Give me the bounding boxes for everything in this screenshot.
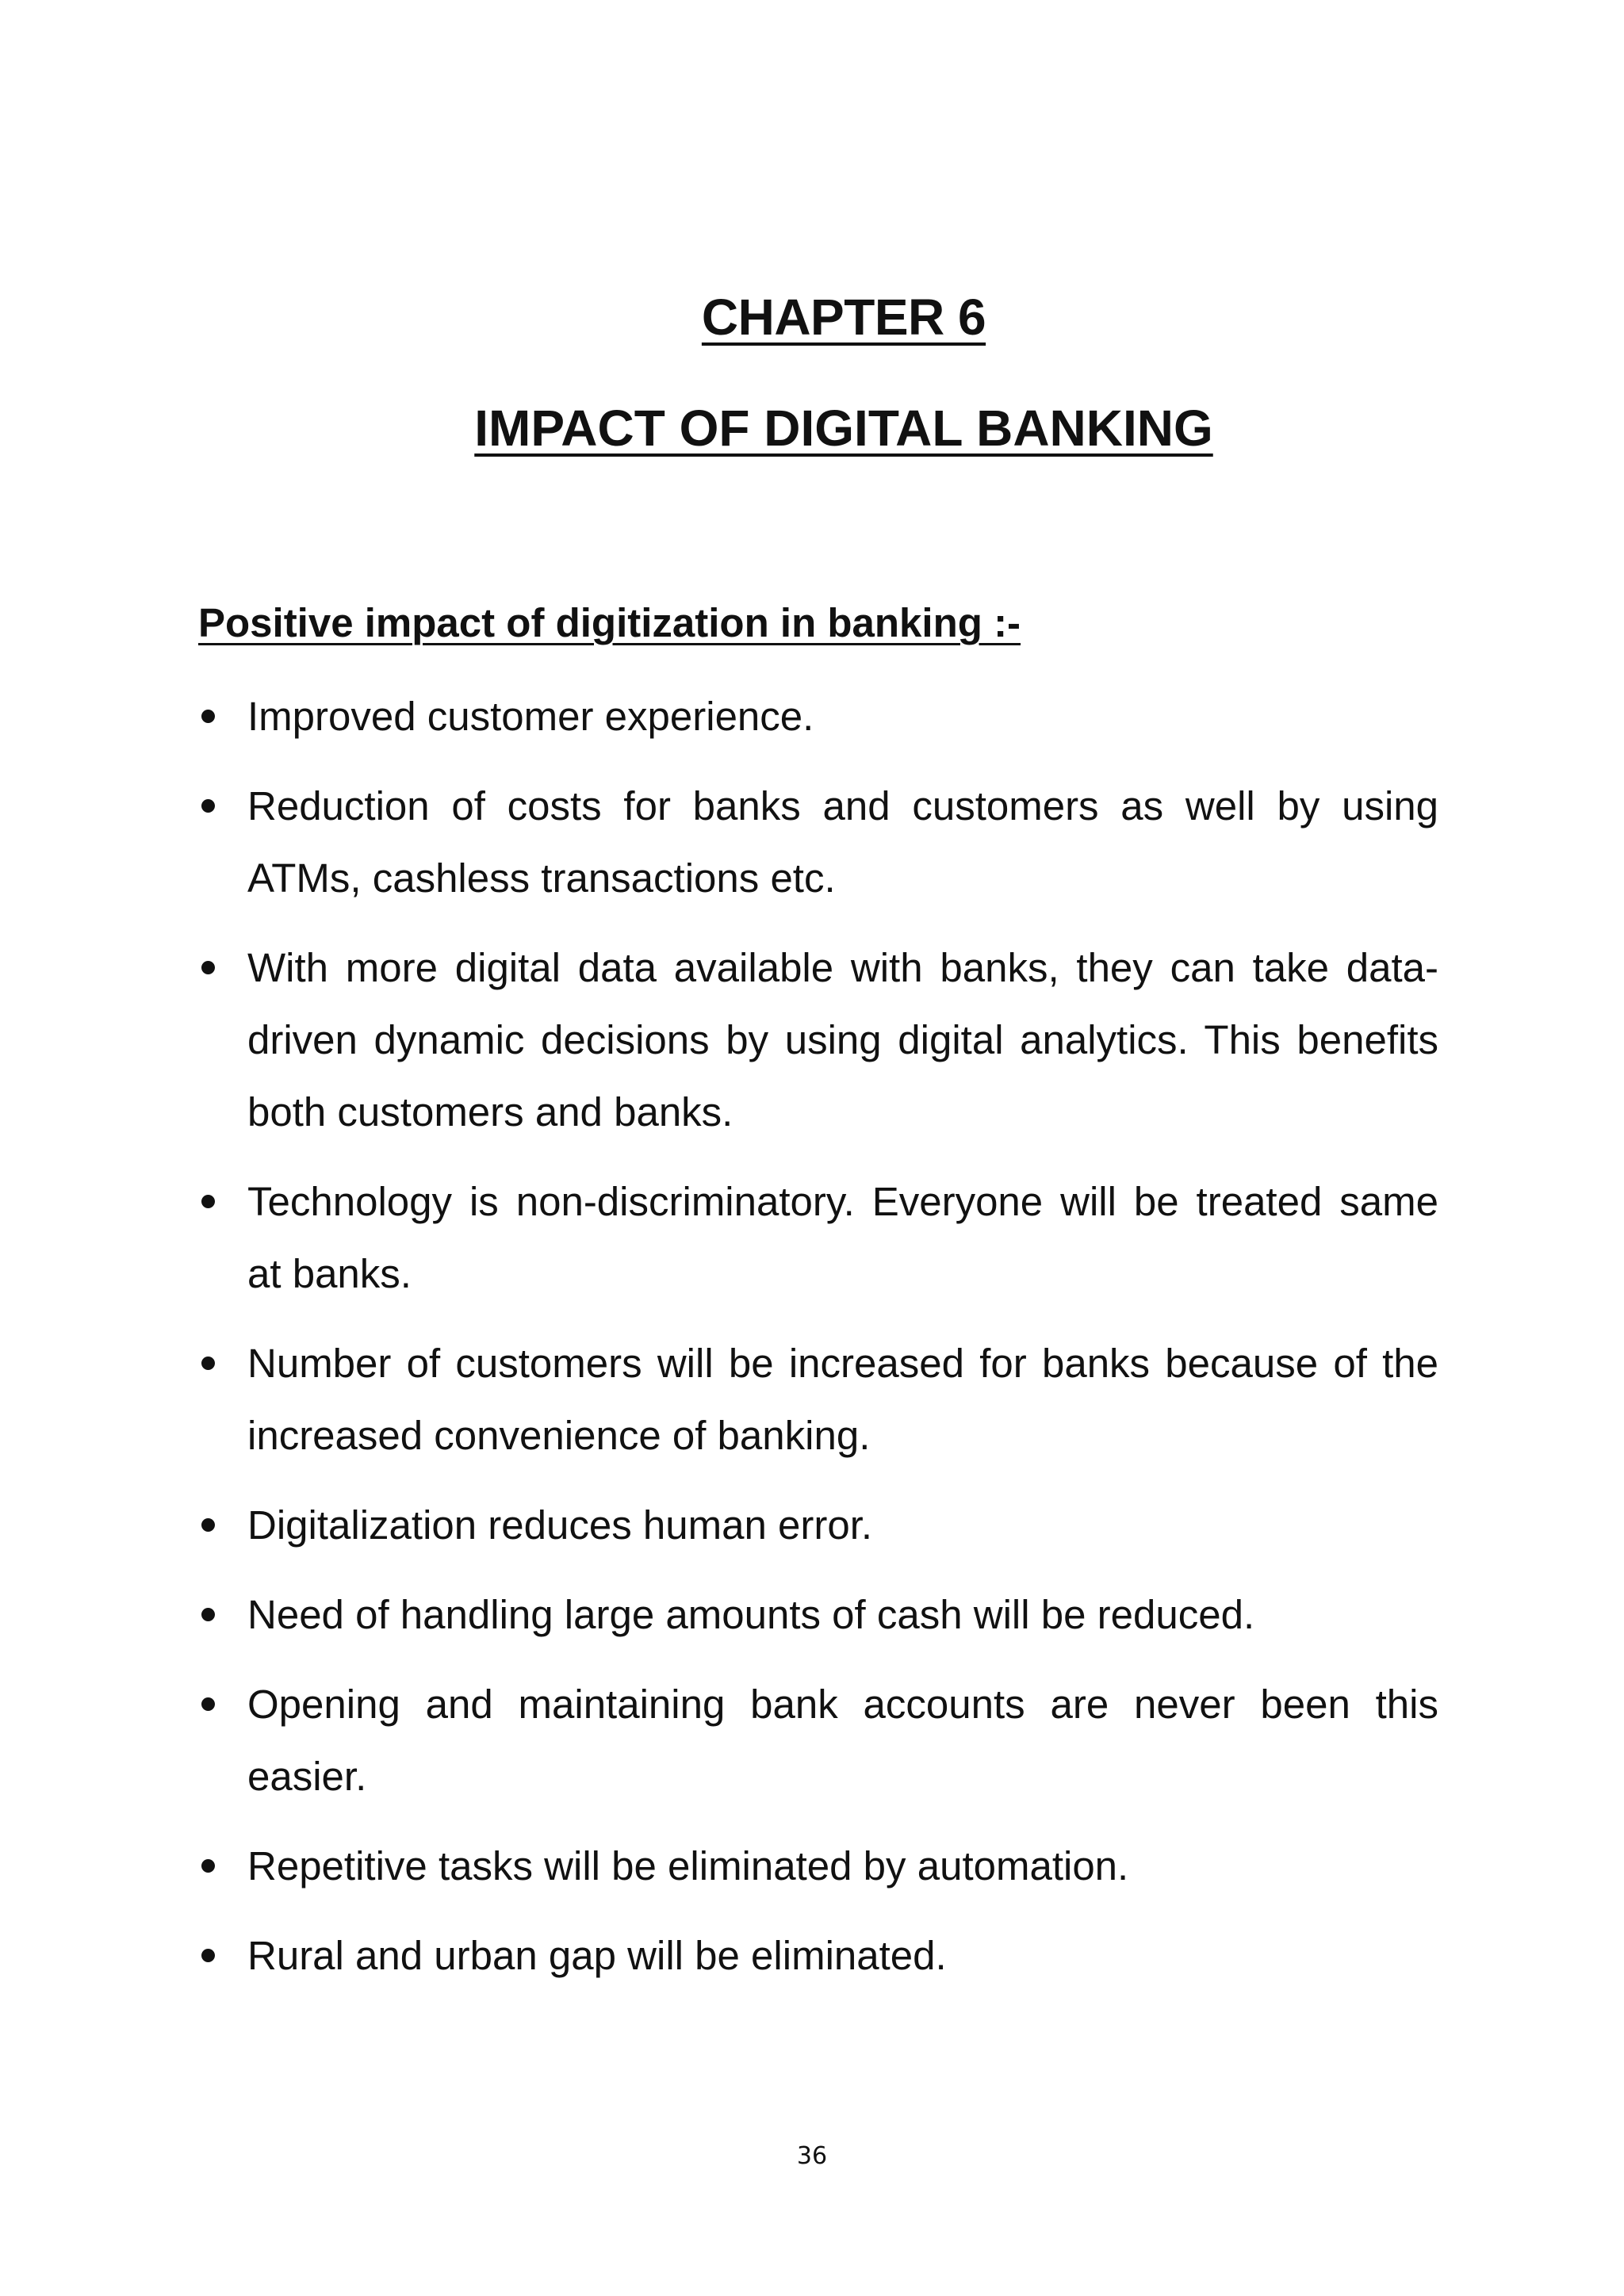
- bullet-icon: [201, 1195, 215, 1208]
- chapter-subtitle: IMPACT OF DIGITAL BANKING: [474, 400, 1213, 457]
- list-item-text: Improved customer experience.: [247, 694, 814, 739]
- bullet-icon: [201, 1697, 215, 1711]
- bullet-icon: [201, 1518, 215, 1532]
- bullet-icon: [201, 961, 215, 974]
- list-item-text: With more digital data available with banks, they can take data-driven dynamic decisions by using digital analytics. This benefits both customers and banks.: [247, 945, 1438, 1135]
- chapter-title: CHAPTER 6: [701, 289, 986, 346]
- page-number: 36: [796, 2142, 828, 2170]
- bullet-icon: [201, 710, 215, 723]
- list-item-text: Opening and maintaining bank accounts are never been this easier.: [247, 1682, 1438, 1799]
- list-item: [198, 770, 1438, 914]
- list-item: [198, 1830, 1438, 1902]
- list-item-text: Technology is non-discriminatory. Everyone will be treated same at banks.: [247, 1179, 1438, 1296]
- list-item: [198, 1165, 1438, 1310]
- list-item-text: Number of customers will be increased for banks because of the increased convenience of banking.: [247, 1341, 1438, 1458]
- list-item-text: Repetitive tasks will be eliminated by automation.: [247, 1843, 1129, 1888]
- list-item: [198, 932, 1438, 1148]
- bullet-icon: [201, 1949, 215, 1962]
- bullet-icon: [201, 799, 215, 813]
- list-item-text: Digitalization reduces human error.: [247, 1502, 873, 1548]
- section-heading: Positive impact of digitization in banking :-: [198, 600, 1021, 645]
- list-item-text: Reduction of costs for banks and customers as well by using ATMs, cashless transactions etc.: [247, 783, 1438, 901]
- bullet-icon: [201, 1357, 215, 1370]
- list-item: [198, 1327, 1438, 1471]
- list-item: [198, 1668, 1438, 1812]
- bullet-icon: [201, 1859, 215, 1873]
- list-item: [198, 680, 1438, 752]
- list-item-text: Rural and urban gap will be eliminated.: [247, 1933, 947, 1978]
- list-item: [198, 1578, 1438, 1651]
- list-item: [198, 1489, 1438, 1561]
- bullet-list: [198, 680, 1438, 2009]
- list-item: [198, 1919, 1438, 1992]
- bullet-icon: [201, 1608, 215, 1621]
- list-item-text: Need of handling large amounts of cash will be reduced.: [247, 1592, 1255, 1637]
